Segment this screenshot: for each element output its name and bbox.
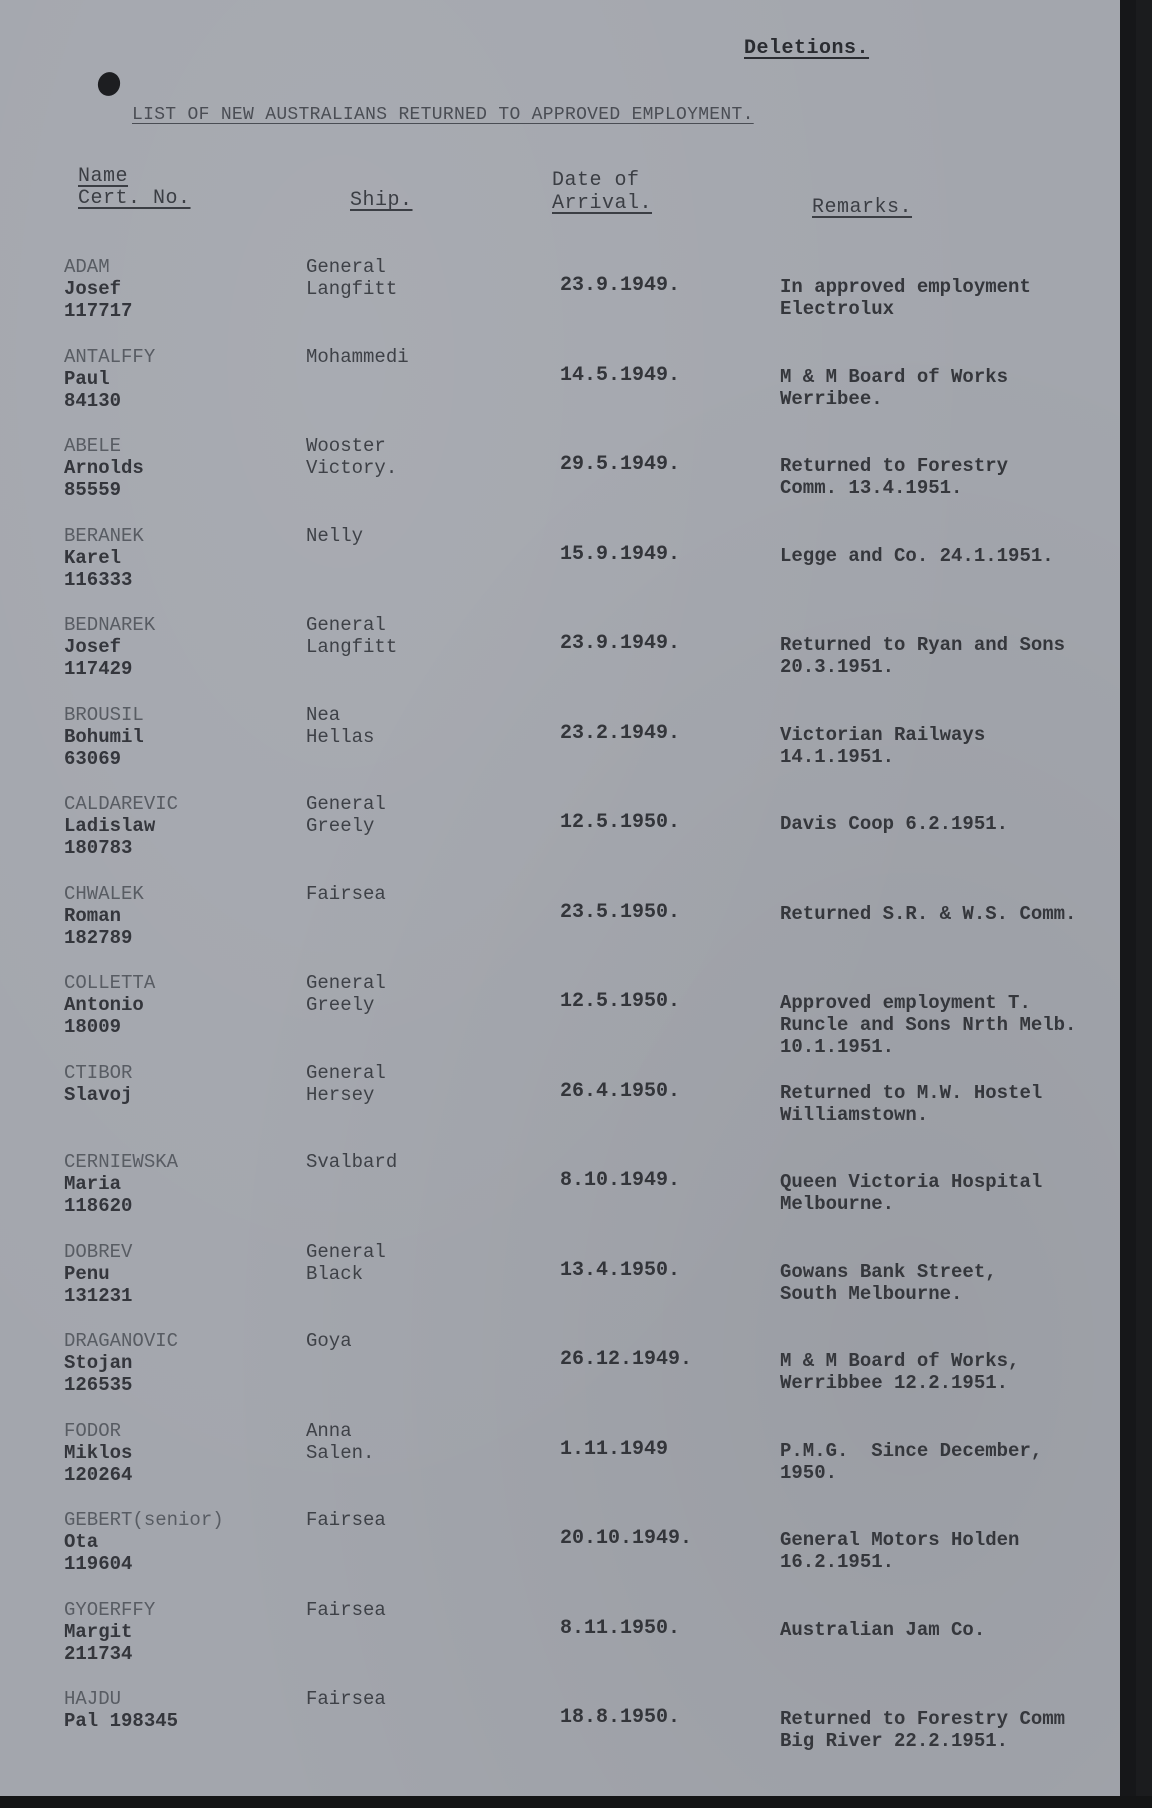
scan-edge-bottom [0,1796,1152,1808]
given-name: Josef [64,636,122,658]
surname: HAJDU [64,1688,122,1710]
remarks-cell: Returned to Forestry Comm Big River 22.2.1951. [780,1708,1066,1752]
cert-number: 120264 [64,1464,133,1486]
cert-number: 180783 [64,837,133,859]
table-row [0,1062,1136,1142]
remarks-cell: Victorian Railways 14.1.1951. [780,724,986,768]
surname: ANTALFFY [64,346,156,368]
surname: COLLETTA [64,972,156,994]
arrival-date-cell: 23.5.1950. [560,901,681,924]
cert-number: 117717 [64,300,133,322]
name-cell [64,1688,178,1732]
arrival-date-cell: 8.10.1949. [560,1169,681,1192]
ship-cell: Nelly [306,525,364,547]
name-cell [64,1420,132,1486]
table-row [0,1688,1136,1768]
surname: DRAGANOVIC [64,1330,179,1352]
arrival-date-cell: 20.10.1949. [560,1527,693,1550]
name-cell [64,1330,178,1396]
given-name: Margit [64,1621,133,1643]
given-name: Arnolds [64,457,144,479]
given-name: Ota [64,1531,99,1553]
punch-hole [95,69,124,99]
ship-cell: Svalbard [306,1151,398,1173]
given-name: Miklos [64,1442,133,1464]
ship-cell: Fairsea [306,883,386,905]
surname: CERNIEWSKA [64,1151,179,1173]
surname: FODOR [64,1420,122,1442]
table-row [0,1509,1136,1589]
ship-cell: Fairsea [306,1599,386,1621]
remarks-cell: Returned to Ryan and Sons 20.3.1951. [780,634,1066,678]
arrival-date-cell: 23.9.1949. [560,632,681,655]
table-row [0,525,1136,605]
deletions-heading: Deletions. [744,37,870,60]
remarks-cell: Gowans Bank Street, South Melbourne. [780,1261,997,1305]
name-cell [64,256,132,322]
ship-cell: General Langfitt [306,256,398,300]
remarks-cell: Returned to M.W. Hostel Williamstown. [780,1082,1043,1126]
given-name: Slavoj [64,1084,133,1106]
column-header-name: Name [78,165,129,188]
name-cell [64,704,144,770]
arrival-date-cell: 12.5.1950. [560,990,681,1013]
remarks-cell: M & M Board of Works, Werribbee 12.2.1951. [780,1350,1020,1394]
cert-number: 182789 [64,927,133,949]
ship-cell: Nea Hellas [306,704,375,748]
column-header-cert: Cert. No. [78,187,191,210]
remarks-cell: M & M Board of Works Werribee. [780,366,1009,410]
given-name: Ladislaw [64,815,156,837]
arrival-date-cell: 26.4.1950. [560,1080,681,1103]
column-header-remarks: Remarks. [812,196,913,219]
ship-cell: Fairsea [306,1688,386,1710]
arrival-date-cell: 15.9.1949. [560,543,681,566]
name-cell [64,793,178,859]
table-row [0,972,1136,1058]
given-name: Antonio [64,994,144,1016]
name-cell [64,435,144,501]
remarks-cell: Davis Coop 6.2.1951. [780,813,1009,835]
ship-cell: Fairsea [306,1509,386,1531]
cert-number: 126535 [64,1374,133,1396]
ship-cell: General Black [306,1241,386,1285]
given-name: Maria [64,1173,122,1195]
remarks-cell: Approved employment T. Runcle and Sons Nrth Melb. 10.1.1951. [780,992,1077,1058]
arrival-date-cell: 8.11.1950. [560,1617,681,1640]
cert-number: 131231 [64,1285,133,1307]
table-row [0,1241,1136,1321]
scan-edge-right [1120,0,1136,1808]
column-header-date-line1: Date of [552,169,640,192]
remarks-cell: Queen Victoria Hospital Melbourne. [780,1171,1043,1215]
arrival-date-cell: 12.5.1950. [560,811,681,834]
table-row [0,704,1136,784]
cert-number: 119604 [64,1553,133,1575]
cert-number: 63069 [64,748,122,770]
column-header-ship: Ship. [350,189,413,212]
ship-cell: Mohammedi [306,346,409,368]
surname: CALDAREVIC [64,793,179,815]
remarks-cell: In approved employment Electrolux [780,276,1031,320]
surname: CHWALEK [64,883,144,905]
arrival-date-cell: 29.5.1949. [560,453,681,476]
arrival-date-cell: 1.11.1949 [560,1438,669,1461]
given-name: Paul [64,368,110,390]
remarks-cell: Legge and Co. 24.1.1951. [780,545,1054,567]
name-cell [64,1509,224,1575]
cert-number: 117429 [64,658,133,680]
name-cell [64,614,155,680]
arrival-date-cell: 23.9.1949. [560,274,681,297]
table-row [0,1420,1136,1500]
surname: CTIBOR [64,1062,133,1084]
cert-number: 84130 [64,390,122,412]
name-cell [64,346,155,412]
table-row [0,1330,1136,1410]
remarks-cell: General Motors Holden 16.2.1951. [780,1529,1020,1573]
given-name: Pal 198345 [64,1710,179,1732]
table-row [0,256,1136,336]
table-row [0,435,1136,515]
arrival-date-cell: 13.4.1950. [560,1259,681,1282]
given-name: Penu [64,1263,110,1285]
given-name: Bohumil [64,726,144,748]
remarks-cell: Returned S.R. & W.S. Comm. [780,903,1077,925]
table-row [0,1599,1136,1679]
ship-cell: General Greely [306,793,386,837]
table-row [0,883,1136,963]
surname: BERANEK [64,525,144,547]
ship-cell: Anna Salen. [306,1420,375,1464]
cert-number: 116333 [64,569,133,591]
ship-cell: General Greely [306,972,386,1016]
surname: ADAM [64,256,110,278]
name-cell [64,1151,178,1217]
surname: GYOERFFY [64,1599,156,1621]
table-row [0,793,1136,873]
arrival-date-cell: 23.2.1949. [560,722,681,745]
table-row [0,1151,1136,1231]
given-name: Karel [64,547,122,569]
name-cell [64,883,144,949]
cert-number: 18009 [64,1016,122,1038]
surname: DOBREV [64,1241,133,1263]
list-title: LIST OF NEW AUSTRALIANS RETURNED TO APPROVED EMPLOYMENT. [132,105,754,125]
arrival-date-cell: 14.5.1949. [560,364,681,387]
given-name: Josef [64,278,122,300]
name-cell [64,972,155,1038]
surname: BROUSIL [64,704,144,726]
remarks-cell: P.M.G. Since December, 1950. [780,1440,1043,1484]
surname: GEBERT(senior) [64,1509,224,1531]
given-name: Stojan [64,1352,133,1374]
arrival-date-cell: 18.8.1950. [560,1706,681,1729]
remarks-cell: Returned to Forestry Comm. 13.4.1951. [780,455,1009,499]
given-name: Roman [64,905,122,927]
ship-cell: General Hersey [306,1062,386,1106]
ship-cell: Goya [306,1330,352,1352]
name-cell [64,1062,132,1106]
cert-number: 85559 [64,479,122,501]
surname: BEDNAREK [64,614,156,636]
table-row [0,614,1136,694]
name-cell [64,1241,132,1307]
arrival-date-cell: 26.12.1949. [560,1348,693,1371]
cert-number: 118620 [64,1195,133,1217]
ship-cell: Wooster Victory. [306,435,398,479]
cert-number: 211734 [64,1643,133,1665]
name-cell [64,1599,155,1665]
table-row [0,346,1136,426]
column-header-date-line2: Arrival. [552,192,653,215]
name-cell [64,525,144,591]
remarks-cell: Australian Jam Co. [780,1619,986,1641]
ship-cell: General Langfitt [306,614,398,658]
surname: ABELE [64,435,122,457]
